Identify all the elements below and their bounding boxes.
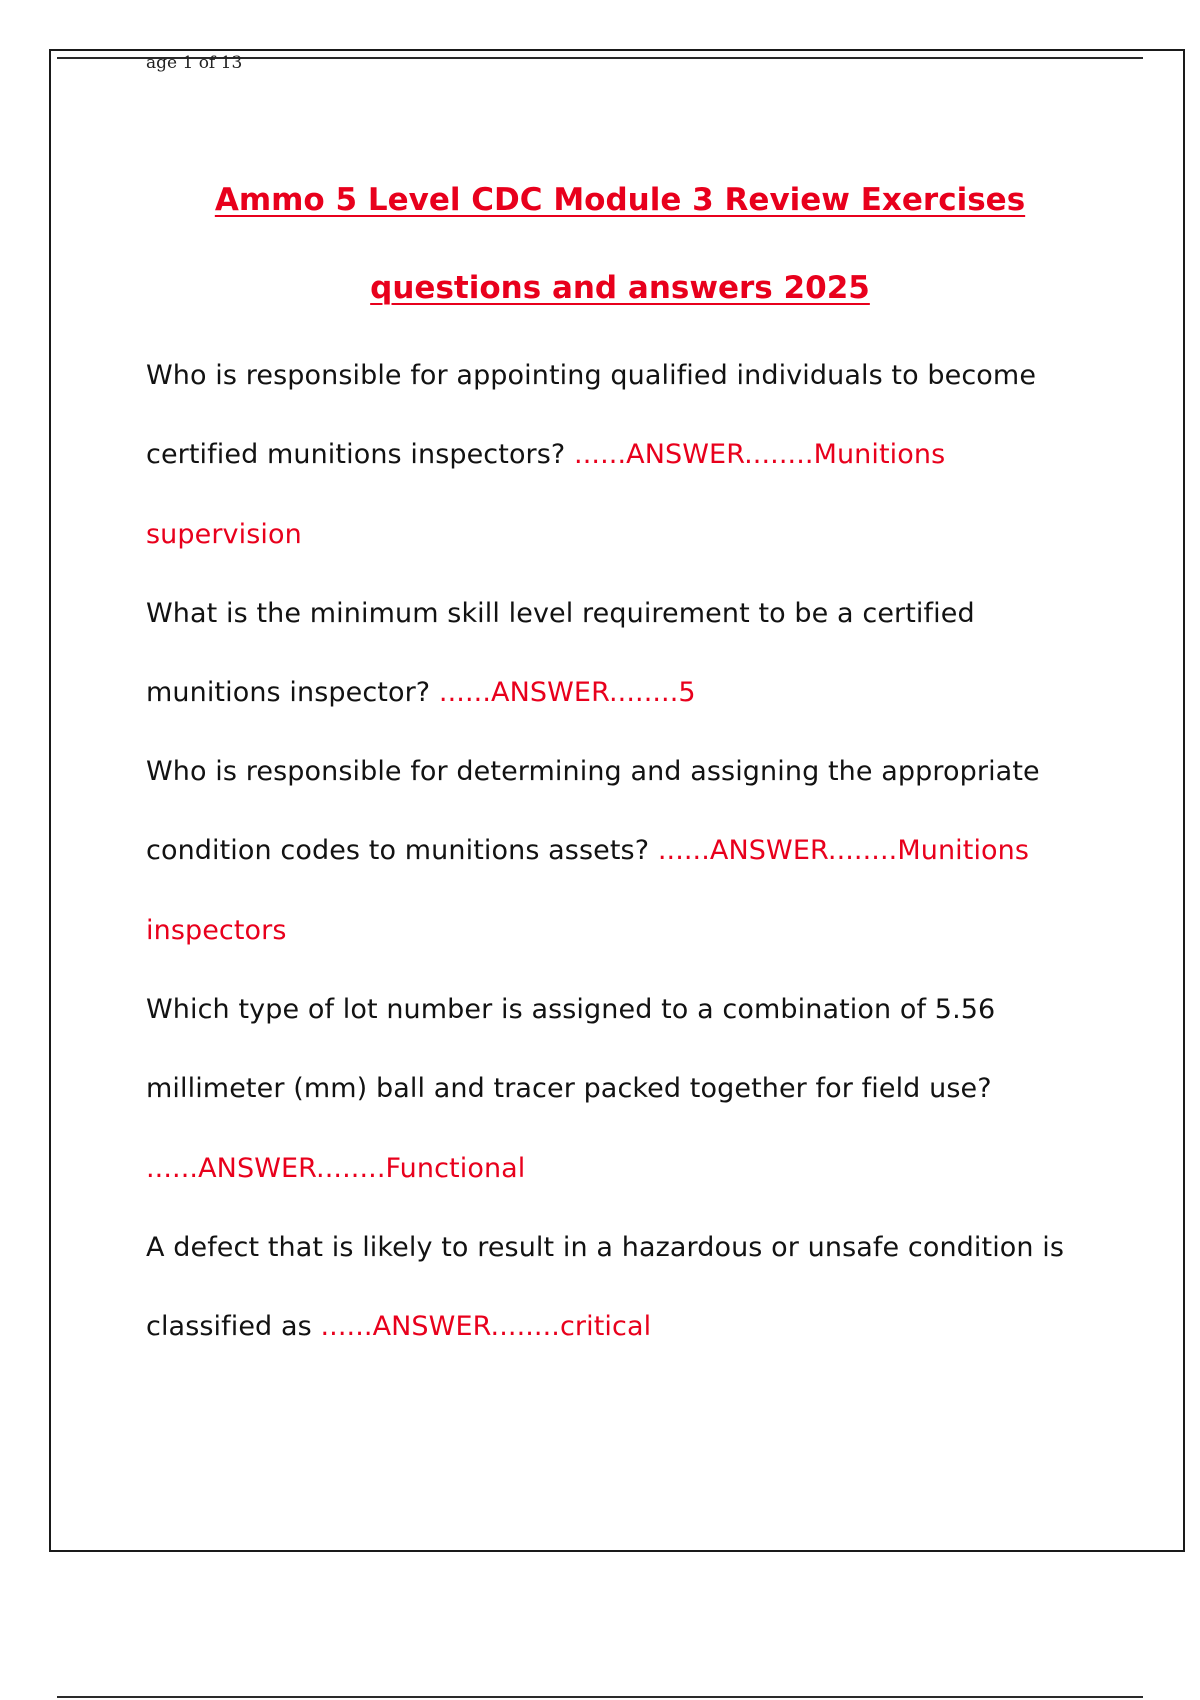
qa-item-1 [146, 336, 1096, 574]
document-title-line-2: questions and answers 2025 [370, 270, 870, 306]
question-text: A defect that is likely to result in a hazardous or unsafe condition is classified as [146, 1232, 1065, 1343]
question-text: Who is responsible for appointing qualified individuals to become certified munitions inspectors? [146, 360, 1037, 471]
question-text: Who is responsible for determining and assigning the appropriate condition codes to munitions assets? [146, 756, 1040, 867]
qa-item-2 [146, 574, 1096, 733]
answer-prefix: ......ANSWER........ [146, 1152, 386, 1184]
answer-prefix: ......ANSWER........ [320, 1311, 560, 1343]
answer-prefix: ......ANSWER........ [657, 835, 898, 867]
qa-item-5 [146, 1208, 1096, 1367]
qa-item-3 [146, 732, 1096, 970]
footer-rule [57, 1696, 1143, 1698]
answer-text: 5 [678, 677, 696, 709]
answer-text: Munitions supervision [146, 439, 946, 550]
answer-text: critical [559, 1311, 652, 1343]
question-text: What is the minimum skill level requirement to be a certified munitions inspector? [146, 598, 975, 709]
page-number: age 1 of 13 [146, 53, 243, 73]
answer-text: Functional [385, 1152, 526, 1184]
answer-prefix: ......ANSWER........ [574, 439, 814, 471]
answer-prefix: ......ANSWER........ [438, 677, 679, 709]
question-text: Which type of lot number is assigned to a combination of 5.56 millimeter (mm) ball and tracer packed together for field use? [146, 994, 996, 1105]
qa-item-4 [146, 970, 1096, 1208]
document-title-line-1: Ammo 5 Level CDC Module 3 Review Exercises [214, 182, 1026, 218]
answer-marker [439, 677, 696, 708]
answer-text: Munitions inspectors [146, 835, 1030, 946]
answer-marker [146, 1153, 525, 1184]
answer-marker [320, 1311, 651, 1342]
